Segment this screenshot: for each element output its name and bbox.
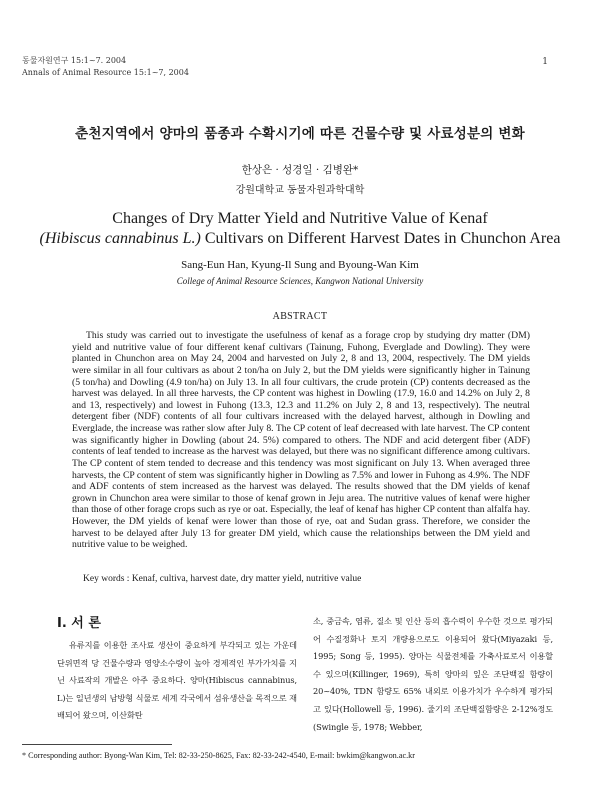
paper-title-korean: 춘천지역에서 양마의 품종과 수확시기에 따른 건물수량 및 사료성분의 변화 — [75, 126, 525, 142]
corresponding-author-footnote: * Corresponding author: Byong-Wan Kim, Tel: 82-33-250-8625, Fax: 82-33-242-4540, E-mail: bwkim@kangwon.ac.kr — [22, 751, 415, 760]
footnote-divider — [22, 744, 172, 745]
species-name: (Hibiscus cannabinus L.) — [39, 230, 201, 247]
keywords: Key words : Kenaf, cultiva, harvest date, dry matter yield, nutritive value — [83, 574, 362, 584]
author-list-english: Sang-Eun Han, Kyung-Il Sung and Byoung-Wan Kim — [181, 259, 419, 271]
body-column-left: 유류지를 이용한 조사료 생산이 중요하게 부각되고 있는 가운데 단위면적 당 건물수량과 영양소수량이 높아 경제적인 부가가치를 지닌 사료작의 개발은 아주 중요하다. 양마(Hibiscus cannabinus, L)는 일년생의 남방형 식물로 세계 각국에서 섬유생산을 목적으로 재배되어 왔으며, 이산화탄 — [57, 640, 297, 721]
paper-title-english — [0, 209, 600, 249]
affiliation-english: College of Animal Resource Sciences, Kangwon National University — [176, 276, 424, 286]
title-line-1: Changes of Dry Matter Yield and Nutritive Value of Kenaf — [112, 210, 488, 227]
page-number: 1 — [542, 57, 548, 67]
journal-name-english: Annals of Animal Resource 15:1~7, 2004 — [22, 68, 189, 77]
title-line-2-rest: Cultivars on Different Harvest Dates in Chunchon Area — [200, 230, 561, 247]
title-line-2 — [0, 229, 600, 249]
abstract-heading: ABSTRACT — [272, 311, 328, 322]
section-title-introduction: Ⅰ. 서 론 — [57, 616, 101, 631]
affiliation-korean: 강원대학교 동물자원과학대학 — [235, 185, 365, 196]
running-header — [22, 55, 189, 79]
body-column-right: 소, 중금속, 염류, 질소 및 인산 등의 흡수력이 우수한 것으로 평가되어 수질정화나 토지 개량용으로도 이용되어 왔다(Miyazaki 등, 1995; Song 등, 1995). 양마는 식물전체를 가축사료로서 이용할 수 있으며(Killinger, 1969), 특히 양마의 잎은 조단백질 함량이 20~40%, TDN 함량도 65% 내외로 이용가치가 우수하게 평가되고 있다(Hollowell 등, 1996). 줄기의 조단백질함량은 2-12%정도(Swingle 등, 1978; Webber, — [313, 616, 553, 732]
journal-name-korean: 동물자원연구 15:1~7. 2004 — [22, 56, 127, 65]
author-list-korean: 한상은 · 성경일 · 김병완* — [241, 164, 359, 176]
abstract-text: This study was carried out to investigate the usefulness of kenaf as a forage crop by studying dry matter (DM) yield and nutritive value of four different kenaf cultivars (Tainung, Fuhong, Everglade and Dowling). They were planted in Chunchon area on May 24, 2004 and harvested on July 2, 8 and 13, 2004, respectively. The DM yields were similar in all four cultivars as about 2 ton/ha on July 2, but the DM yields were significantly higher in Tainung (5 ton/ha) and Dowling (4.9 ton/ha) on July 13. In all four cultivars, the crude protein (CP) contents decreased as the harvest was delayed. In all three harvests, the CP content was highest in Dowling (17.9, 16.0 and 14.2% on July 2, 8 and 13, respectively) and lowest in Fuhong (13.3, 12.3 and 11.2% on July 2, 8 and 13, respectively). The neutral detergent fiber (NDF) contents of all four cultivars increased with the delayed harvest, although in Dowling and Everglade, the increase was rather slow after July 8. The CP cotent of leaf decreased with late harvest. The CP content was significantly higher in Dowling (about 24. 5%) compared to others. The NDF and acid detergent fiber (ADF) contents of leaf tended to increase as the harvest was delayed, but there was no significant difference among cultivars. The CP content of stem tended to decrease and this tendency was most significant on July 13. When averaged three harvests, the CP content of stem was significantly higher in Dowling as 7.5% and lower in Fuhong as 4.9%. The NDF and ADF contents of stem increased as the harvest was delayed. The results showed that the DM yields of kenaf grown in Chunchon area were similar to those of kenaf grown in Jeju area. The nutritive values of kenaf were higher than those of other forage crops such as rye or oat. Especially, the leaf of kenaf has higher CP content than alfalfa hay. However, the DM yields of kenaf were lower than those of rye, oat and Sudan grass. Therefore, we consider the harvest to be delayed after July 13 for greater DM yield, which cause the relationships between the DM yield and nutritive value to be weighed. — [72, 330, 530, 551]
